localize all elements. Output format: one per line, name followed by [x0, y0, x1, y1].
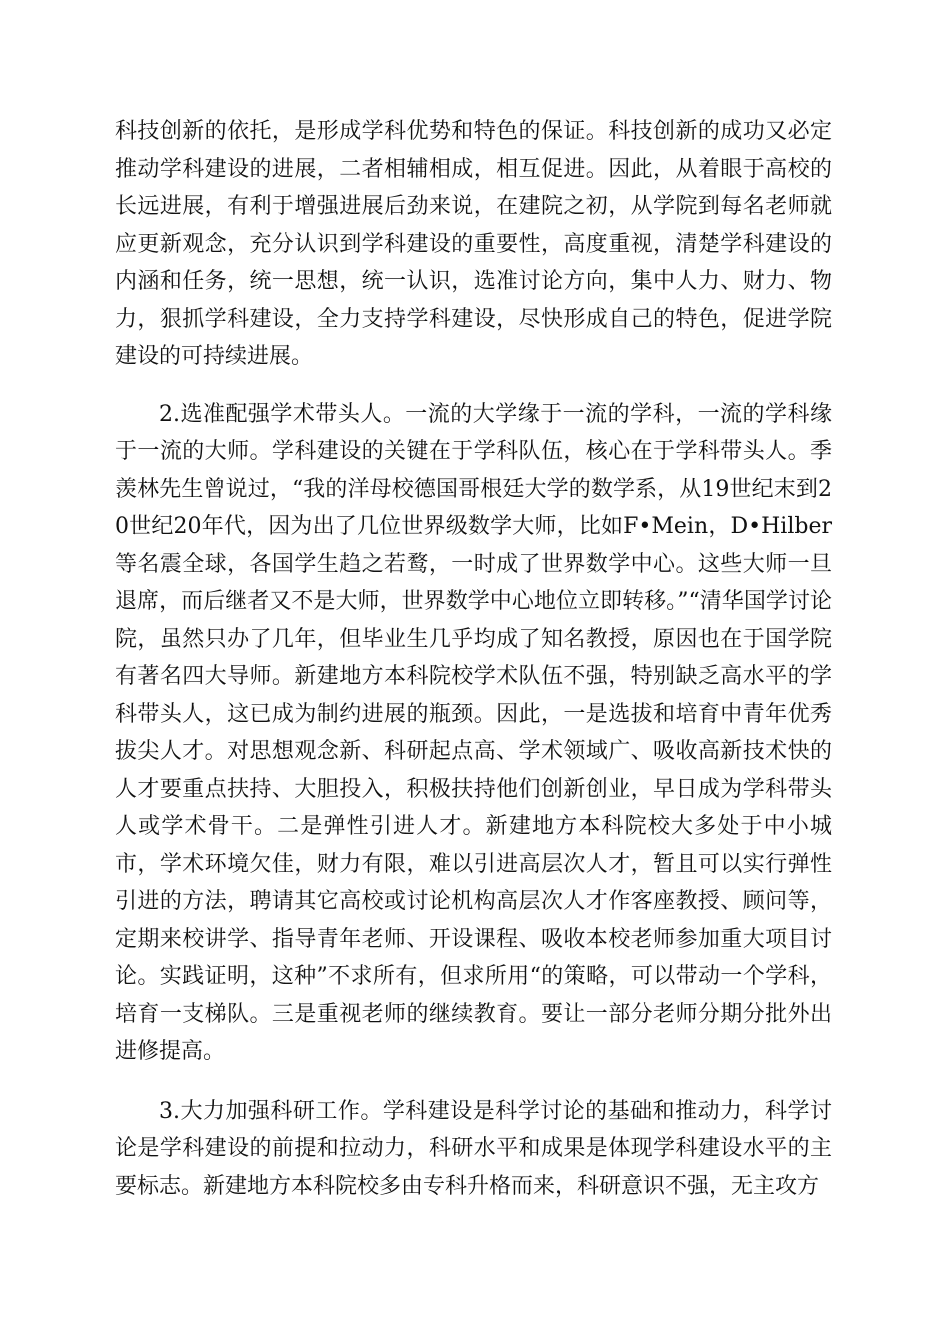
paragraph-academic-leaders: 2.选准配强学术带头人。一流的大学缘于一流的学科，一流的学科缘于一流的大师。学科建设的关键在于学科队伍，核心在于学科带头人。季羡林先生曾说过，“我的洋母校德国哥根廷大学的数学系，从19世纪末到20世纪20年代，因为出了几位世界级数学大师，比如F•Mein，D•Hilber等名震全球，各国学生趋之若鹜，一时成了世界数学中心。这些大师一旦退席，而后继者又不是大师，世界数学中心地位立即转移。”“清华国学讨论院，虽然只办了几年，但毕业生几乎均成了知名教授，原因也在于国学院有著名四大导师。新建地方本科院校学术队伍不强，特别缺乏高水平的学科带头人，这已成为制约进展的瓶颈。因此，一是选拔和培育中青年优秀拔尖人才。对思想观念新、科研起点高、学术领域广、吸收高新技术快的人才要重点扶持、大胆投入，积极扶持他们创新创业，早日成为学科带头人或学术骨干。二是弹性引进人才。新建地方本科院校大多处于中小城市，学术环境欠佳，财力有限，难以引进高层次人才，暂且可以实行弹性引进的方法，聘请其它高校或讨论机构高层次人才作客座教授、顾问等，定期来校讲学、指导青年老师、开设课程、吸收本校老师参加重大项目讨论。实践证明，这种”不求所有，但求所用“的策略，可以带动一个学科，培育一支梯队。三是重视老师的继续教育。要让一部分老师分期分批外出进修提高。 [115, 401, 832, 1064]
paragraph-continuation: 科技创新的依托，是形成学科优势和特色的保证。科技创新的成功又必定推动学科建设的进展，二者相辅相成，相互促进。因此，从着眼于高校的长远进展，有利于增强进展后劲来说，在建院之初，从学院到每名老师就应更新观念，充分认识到学科建设的重要性，高度重视，清楚学科建设的内涵和任务，统一思想，统一认识，选准讨论方向，集中人力、财力、物力，狠抓学科建设，全力支持学科建设，尽快形成自己的特色，促进学院建设的可持续进展。 [115, 119, 832, 369]
document-page [115, 113, 832, 1205]
paragraph-research-work: 3.大力加强科研工作。学科建设是科学讨论的基础和推动力，科学讨论是学科建设的前提和拉动力，科研水平和成果是体现学科建设水平的主要标志。新建地方本科院校多由专科升格而来，科研意识不强，无主攻方 [115, 1098, 832, 1199]
